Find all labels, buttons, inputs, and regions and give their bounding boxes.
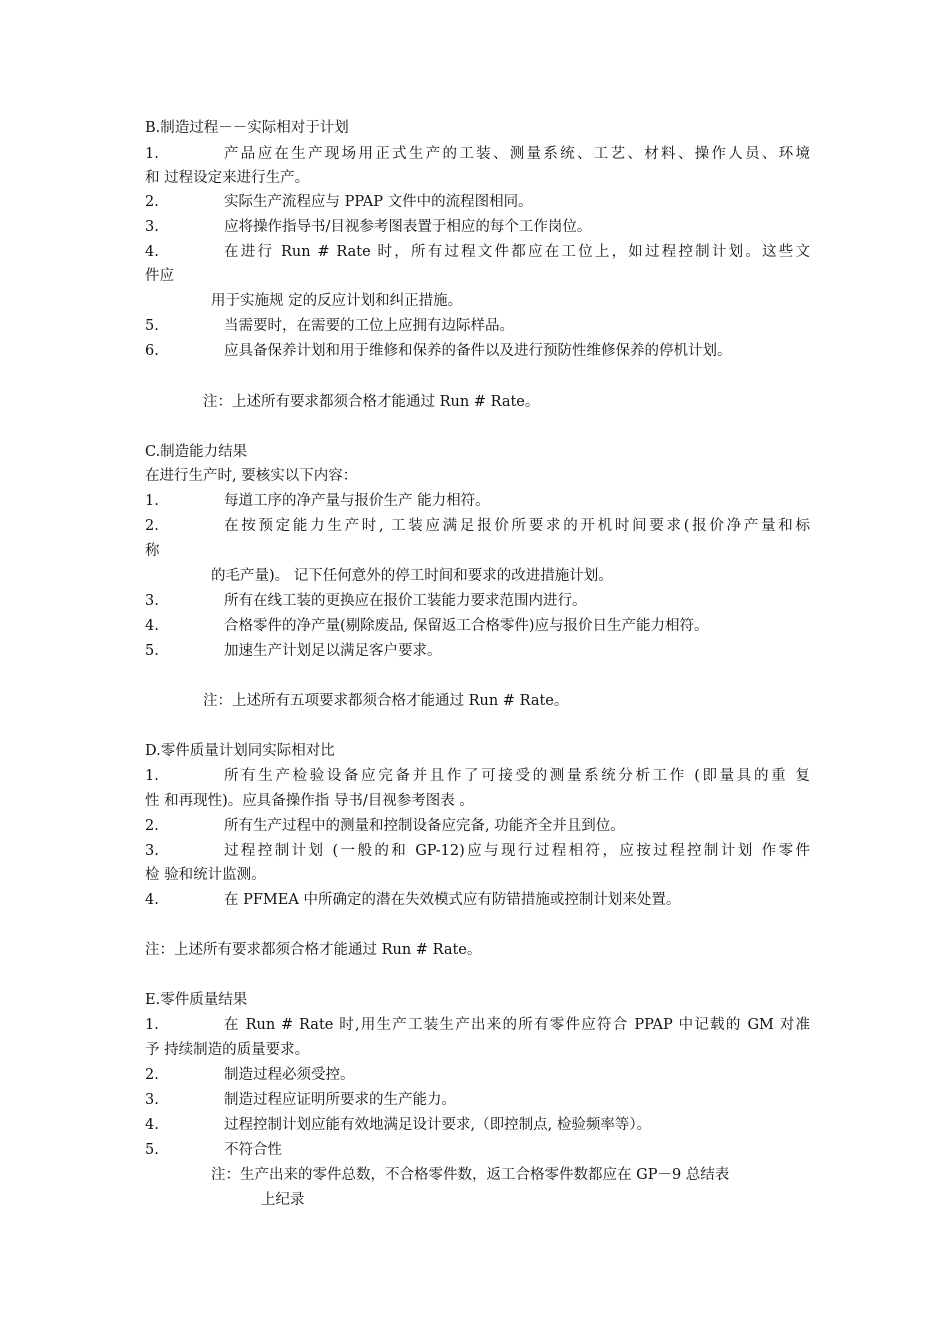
section-e-item-5 xyxy=(145,1140,810,1160)
section-b-item-6 xyxy=(145,341,810,361)
item-number: 5. xyxy=(145,1142,159,1158)
item-text: 制造过程必须受控。 xyxy=(224,1067,355,1083)
section-c-intro: 在进行生产时, 要核实以下内容： xyxy=(145,468,358,484)
item-text: 在 Run # Rate 时,用生产工装生产出来的所有零件应符合 PPAP 中记载的 GM 对准 xyxy=(224,1017,810,1033)
section-e-note: 注：生产出来的零件总数，不合格零件数，返工合格零件数都应在 GP－9 总结表 xyxy=(211,1167,730,1183)
section-b-title: B.制造过程－－实际相对于计划 xyxy=(145,120,349,136)
item-number: 4. xyxy=(145,892,159,908)
item-text: 加速生产计划足以满足客户要求。 xyxy=(224,643,442,659)
item-number: 5. xyxy=(145,643,159,659)
item-number: 5. xyxy=(145,318,159,334)
item-text: 过程控制计划 (一般的和 GP-12)应与现行过程相符，应按过程控制计划 作零件 xyxy=(224,843,810,859)
item-text: 在 PFMEA 中所确定的潜在失效模式应有防错措施或控制计划来处置。 xyxy=(224,892,681,908)
section-d-item-3-cont: 检 验和统计监测。 xyxy=(145,867,266,883)
section-e-item-1 xyxy=(145,1015,810,1035)
section-b-item-5 xyxy=(145,316,810,336)
section-c-item-2-cont2: 的毛产量)。 记下任何意外的停工时间和要求的改进措施计划。 xyxy=(211,568,613,584)
section-b-item-4-cont: 件应 xyxy=(145,268,174,284)
section-b-item-1-cont: 和 过程设定来进行生产。 xyxy=(145,170,310,186)
section-c-item-4 xyxy=(145,616,810,636)
section-d-item-4 xyxy=(145,890,810,910)
item-number: 2. xyxy=(145,818,159,834)
item-text: 产品应在生产现场用正式生产的工装、测量系统、工艺、材料、操作人员、环境 xyxy=(224,146,810,162)
item-text: 过程控制计划应能有效地满足设计要求,（即控制点, 检验频率等）。 xyxy=(224,1117,652,1133)
item-number: 2. xyxy=(145,194,159,210)
section-b-item-4-cont2: 用于实施规 定的反应计划和纠正措施。 xyxy=(211,293,463,309)
item-number: 6. xyxy=(145,343,159,359)
section-c-item-2 xyxy=(145,516,810,536)
section-c-item-2-cont: 称 xyxy=(145,543,160,559)
section-b-item-3 xyxy=(145,217,810,237)
section-d-note: 注：上述所有要求都须合格才能通过 Run # Rate。 xyxy=(145,942,482,958)
section-d-item-1 xyxy=(145,766,810,786)
item-number: 1. xyxy=(145,493,159,509)
section-e-item-3 xyxy=(145,1090,810,1110)
item-number: 2. xyxy=(145,1067,159,1083)
section-d-item-2 xyxy=(145,816,810,836)
item-number: 4. xyxy=(145,244,159,260)
section-d-item-3 xyxy=(145,841,810,861)
item-text: 合格零件的净产量(剔除废品, 保留返工合格零件)应与报价日生产能力相符。 xyxy=(224,618,709,634)
item-text: 在按预定能力生产时, 工装应满足报价所要求的开机时间要求(报价净产量和标 xyxy=(224,518,810,534)
item-text: 所有在线工装的更换应在报价工装能力要求范围内进行。 xyxy=(224,593,587,609)
item-text: 所有生产过程中的测量和控制设备应完备, 功能齐全并且到位。 xyxy=(224,818,625,834)
item-number: 1. xyxy=(145,146,159,162)
section-e-item-4 xyxy=(145,1115,810,1135)
item-text: 在进行 Run # Rate 时，所有过程文件都应在工位上，如过程控制计划。这些文 xyxy=(224,244,810,260)
section-e-item-1-cont: 予 持续制造的质量要求。 xyxy=(145,1042,310,1058)
item-number: 3. xyxy=(145,843,159,859)
section-d-item-1-cont: 性 和再现性)。应具备操作指 导书/目视参考图表 。 xyxy=(145,793,474,809)
item-number: 4. xyxy=(145,1117,159,1133)
item-number: 2. xyxy=(145,518,159,534)
section-b-item-2 xyxy=(145,192,810,212)
section-c-item-5 xyxy=(145,641,810,661)
item-text: 不符合性 xyxy=(224,1142,282,1158)
section-c-note: 注：上述所有五项要求都须合格才能通过 Run # Rate。 xyxy=(203,693,569,709)
item-text: 制造过程应证明所要求的生产能力。 xyxy=(224,1092,456,1108)
item-number: 3. xyxy=(145,593,159,609)
section-b-item-1 xyxy=(145,144,810,164)
item-text: 应将操作指导书/目视参考图表置于相应的每个工作岗位。 xyxy=(224,219,592,235)
item-text: 当需要时，在需要的工位上应拥有边际样品。 xyxy=(224,318,514,334)
section-c-item-3 xyxy=(145,591,810,611)
section-c-item-1 xyxy=(145,491,810,511)
item-number: 3. xyxy=(145,219,159,235)
item-number: 4. xyxy=(145,618,159,634)
item-number: 1. xyxy=(145,768,159,784)
section-e-item-2 xyxy=(145,1065,810,1085)
item-text: 每道工序的净产量与报价生产 能力相符。 xyxy=(224,493,490,509)
section-d-title: D.零件质量计划同实际相对比 xyxy=(145,743,335,759)
section-b-item-4 xyxy=(145,242,810,262)
item-number: 3. xyxy=(145,1092,159,1108)
section-e-note-cont: 上纪录 xyxy=(261,1192,305,1208)
section-c-title: C.制造能力结果 xyxy=(145,444,248,460)
section-e-title: E.零件质量结果 xyxy=(145,992,248,1008)
section-b-note: 注：上述所有要求都须合格才能通过 Run # Rate。 xyxy=(203,394,540,410)
item-text: 应具备保养计划和用于维修和保养的备件以及进行预防性维修保养的停机计划。 xyxy=(224,343,732,359)
item-text: 所有生产检验设备应完备并且作了可接受的测量系统分析工作 (即量具的重 复 xyxy=(224,768,810,784)
item-text: 实际生产流程应与 PPAP 文件中的流程图相同。 xyxy=(224,194,533,210)
item-number: 1. xyxy=(145,1017,159,1033)
